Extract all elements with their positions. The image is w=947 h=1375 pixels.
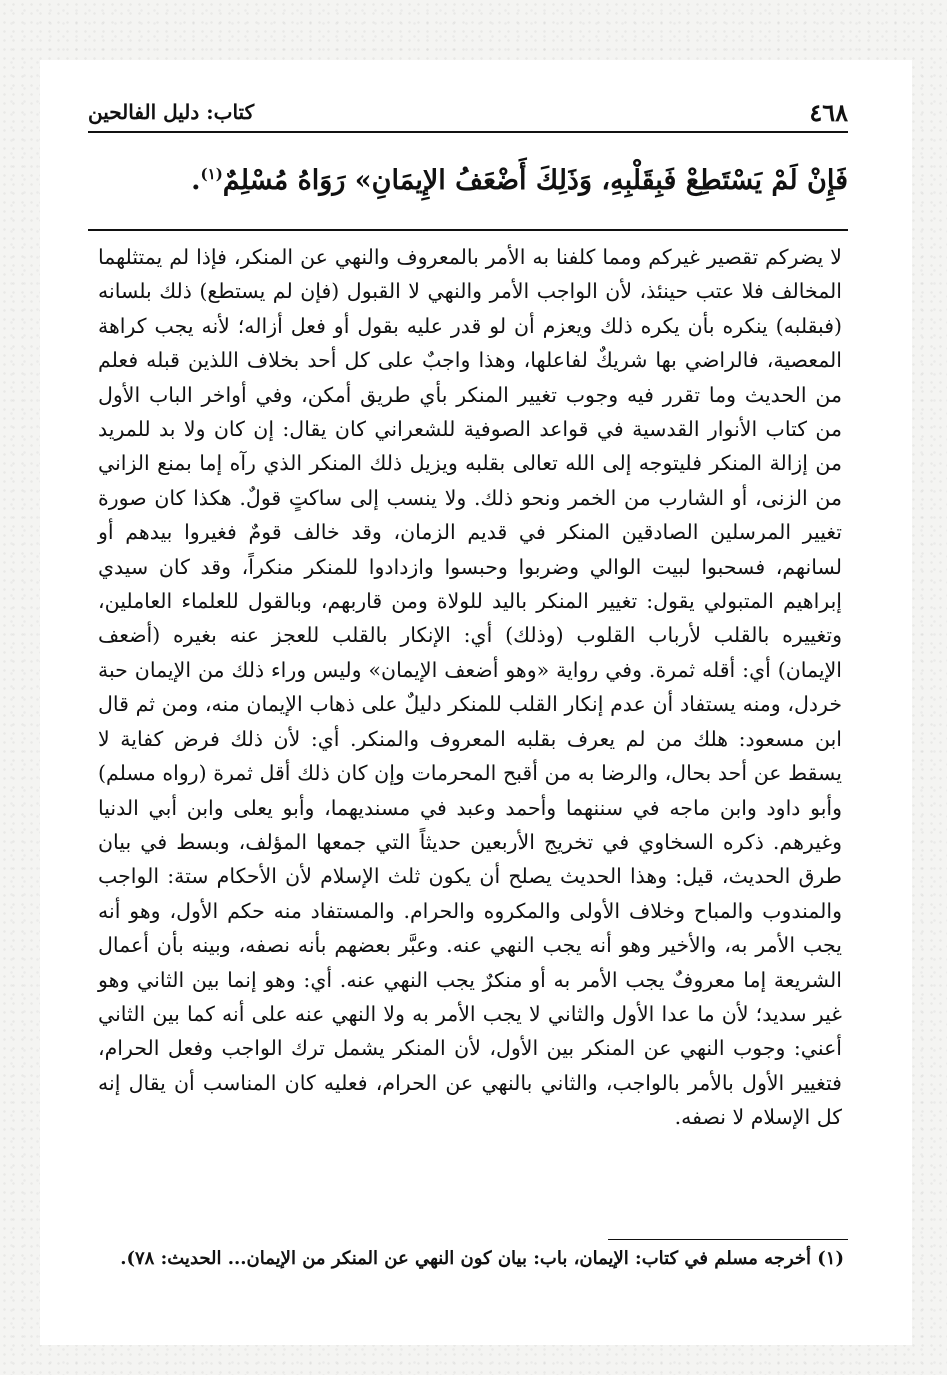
book-title: كتاب: دليل الفالحين: [88, 100, 255, 124]
footnote-marker: (١): [200, 165, 223, 183]
hadith-body: فَإِنْ لَمْ يَسْتَطِعْ فَبِقَلْبِهِ، وَذَلِكَ أَضْعَفُ الإِيمَانِ» رَوَاهُ مُسْلِمٌ: [222, 165, 848, 196]
hadith-text: [88, 165, 848, 196]
hadith-end: .: [191, 165, 201, 196]
footnote-divider: [608, 1239, 848, 1240]
commentary-body: [98, 240, 842, 1135]
commentary-paragraph: لا يضركم تقصير غيركم ومما كلفنا به الأمر بالمعروف والنهي عن المنكر، فإذا لم يمتثلهما المخالف فلا عتب حينئذ، لأن الواجب الأمر والنهي لا القبول (فإن لم يستطع) ذلك بلسانه (فبقلبه) ينكره بأن يكره ذلك ويعزم أن لو قدر عليه بقول أو فعل أزاله؛ لأنه يجب كراهة المعصية، فالراضي بها شريكٌ لفاعلها، وهذا واجبٌ على كل أحد بخلاف اللذين قبله فعلم من الحديث وما تقرر فيه وجوب تغيير المنكر بأي طريق أمكن، وفي أواخر الباب الأول من كتاب الأنوار القدسية في قواعد الصوفية للشعراني كان يقال: إن كان ولا بد للمريد من إزالة المنكر فليتوجه إلى الله تعالى بقلبه ويزيل ذلك المنكر الذي رآه إما بمنع الزاني من الزنى، أو الشارب من الخمر ونحو ذلك. ولا ينسب إلى ساكتٍ قولٌ. هكذا كان صورة تغيير المرسلين الصادقين المنكر في قديم الزمان، وقد خالف قومٌ فغيروا بيدهم أو لسانهم، فسحبوا لبيت الوالي وضربوا وحبسوا وازدادوا للمنكر منكراً، وقد كان سيدي إبراهيم المتبولي يقول: تغيير المنكر باليد للولاة ومن قاربهم، وبالقول للعلماء العاملين، وتغييره بالقلب لأرباب القلوب (وذلك) أي: الإنكار بالقلب للعجز عنه بغيره (أضعف الإيمان) أي: أقله ثمرة. وفي رواية «وهو أضعف الإيمان» وليس وراء ذلك من الإيمان حبة خردل، ومنه يستفاد أن عدم إنكار القلب للمنكر دليلٌ على ذهاب الإيمان منه، ومن ثم قال ابن مسعود: هلك من لم يعرف بقلبه المعروف والمنكر. أي: لأن ذلك فرض كفاية لا يسقط عن أحد بحال، والرضا به من أقبح المحرمات وإن كان ذلك أقل ثمرة (رواه مسلم) وأبو داود وابن ماجه في سننهما وأحمد وعبد في مسنديهما، وأبو يعلى وابن أبي الدنيا وغيرهم. ذكره السخاوي في تخريج الأربعين حديثاً التي جمعها المؤلف، وبسط في بيان طرق الحديث، قيل: وهذا الحديث يصلح أن يكون ثلث الإسلام لأن الأحكام ستة: الواجب والمندوب والمباح وخلاف الأولى والمكروه والحرام. والمستفاد منه حكم الأول، وهو أنه يجب الأمر به، والأخير وهو أنه يجب النهي عنه. وعبَّر بعضهم بأنه نصفه، وبينه بأن أعمال الشريعة إما معروفٌ يجب الأمر به أو منكرٌ يجب النهي عنه. أي: وهو إنما بين الثاني وهو غير سديد؛ لأن ما عدا الأول والثاني لا يجب الأمر به ولا النهي عنه على أنه كما بين الثاني أعني: وجوب النهي عن المنكر بين الأول، لأن المنكر يشمل ترك الواجب وفعل الحرام، فتغيير الأول بالأمر بالواجب، والثاني بالنهي عن الحرام، فعليه كان المناسب أن يقال إنه كل الإسلام لا نصفه.: [98, 245, 842, 1130]
header-divider: [88, 131, 848, 133]
hadith-divider: [88, 229, 848, 231]
page-number: ٤٦٨: [809, 98, 848, 127]
footnote: (١) أخرجه مسلم في كتاب: الإيمان، باب: بيان كون النهي عن المنكر من الإيمان... الحديث: ٧٨).: [120, 1248, 844, 1269]
running-header: [88, 98, 848, 128]
